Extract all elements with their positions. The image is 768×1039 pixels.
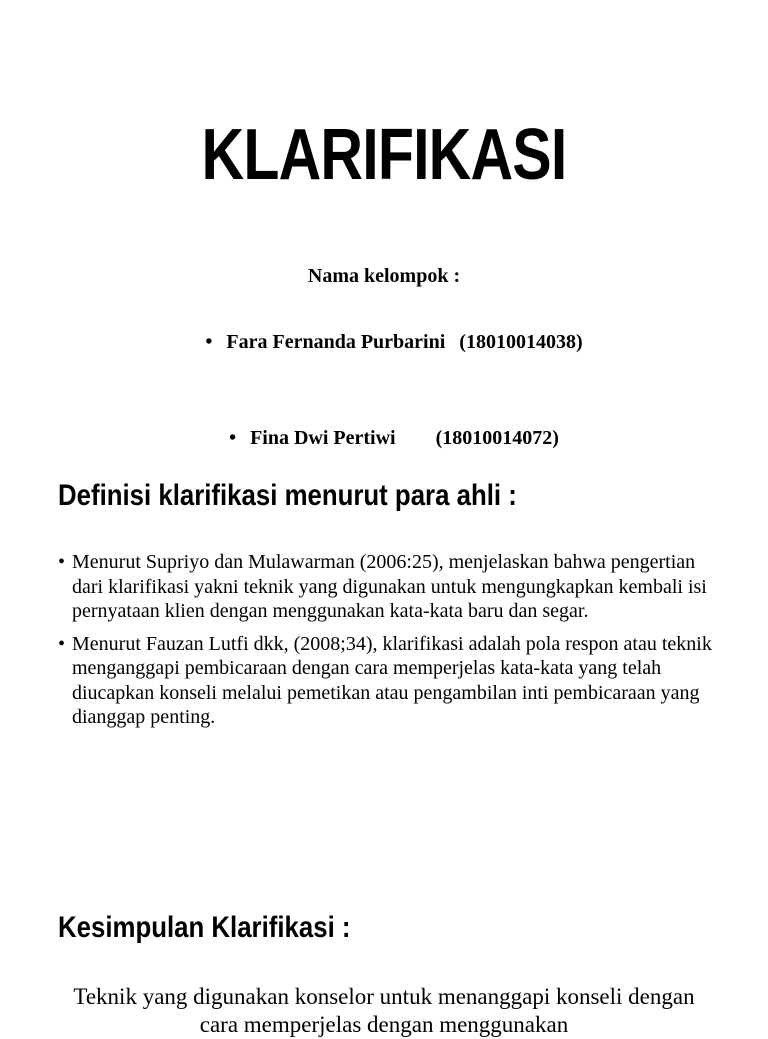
group-heading: Nama kelompok :: [307, 265, 461, 287]
member-id: (18010014038): [459, 331, 583, 353]
member-name: Fina Dwi Pertiwi: [250, 427, 396, 449]
definition-heading: Definisi klarifikasi menurut para ahli :: [58, 479, 517, 512]
slide-title: KLARIFIKASI: [201, 115, 567, 195]
definition-item: [58, 632, 718, 730]
definition-list: [58, 550, 718, 738]
member-id: (18010014072): [435, 427, 559, 449]
group-block: [0, 262, 768, 486]
bullet-icon: •: [229, 427, 237, 449]
conclusion-text: Teknik yang digunakan konselor untuk menanggapi konseli dengan cara memperjelas dengan menggunakan: [73, 984, 695, 1037]
definition-item: [58, 550, 718, 624]
definition-text: Menurut Supriyo dan Mulawarman (2006:25), menjelaskan bahwa pengertian dari klarifikasi yakni teknik yang digunakan untuk mengungkapkan kembali isi pernyataan klien dengan menggunakan kata-kata baru dan segar.: [72, 551, 707, 622]
bullet-icon: •: [58, 551, 66, 573]
definition-text: Menurut Fauzan Lutfi dkk, (2008;34), klarifikasi adalah pola respon atau teknik menganggapi pembicaraan dengan cara memperjelas kata-kata yang telah diucapkan konseli melalui pemetikan atau pengambilan inti pembicaraan yang dianggap penting.: [72, 632, 712, 728]
conclusion-heading: Kesimpulan Klarifikasi :: [58, 911, 351, 944]
member-item: [0, 390, 768, 486]
bullet-icon: •: [58, 632, 66, 655]
member-name: Fara Fernanda Purbarini: [226, 331, 446, 353]
bullet-icon: •: [205, 331, 213, 353]
member-item: [0, 294, 768, 390]
